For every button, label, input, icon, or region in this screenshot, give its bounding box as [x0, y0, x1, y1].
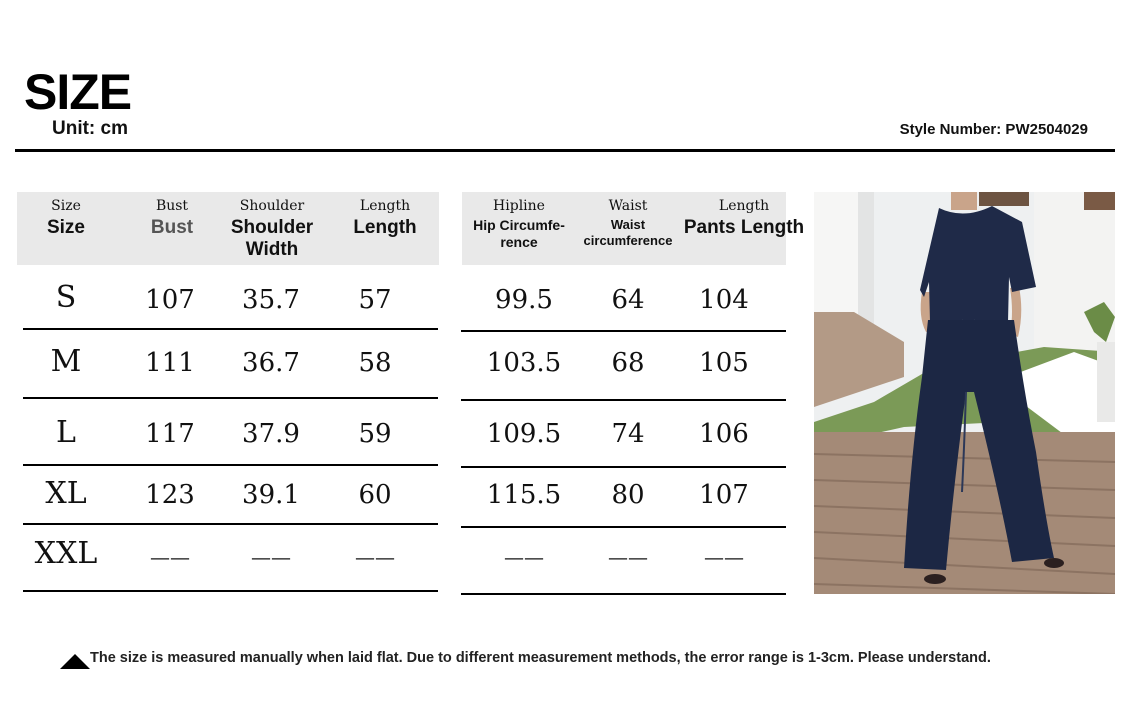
row-divider [461, 330, 786, 332]
header-size-top: Size [51, 198, 81, 214]
row-divider [23, 328, 438, 330]
header-shoulder [220, 197, 324, 261]
cell-size: XXL [34, 536, 98, 571]
cell-hipline: —— [504, 545, 544, 569]
row-divider [461, 526, 786, 528]
cell-hipline: 103.5 [486, 348, 562, 378]
cell-length: 58 [358, 348, 392, 378]
cell-shoulder: 35.7 [242, 285, 300, 315]
header-size [36, 197, 96, 239]
header-hipline-top: Hipline [493, 198, 545, 214]
cell-pants-length: 106 [699, 419, 749, 449]
cell-pants-length: 105 [699, 348, 749, 378]
cell-bust: 107 [145, 285, 195, 315]
measurement-note: The size is measured manually when laid flat. Due to different measurement methods, the error range is 1-3cm. Please understand. [90, 650, 991, 666]
header-length-top: Length [359, 198, 411, 214]
header-bust [140, 197, 204, 239]
cell-hipline: 115.5 [486, 480, 562, 510]
cell-length: —— [355, 545, 395, 569]
cell-hipline: 109.5 [486, 419, 562, 449]
cell-size: S [55, 280, 77, 315]
header-pants-length-top: Length [718, 198, 770, 214]
row-divider [461, 399, 786, 401]
unit-label: Unit: cm [52, 118, 128, 139]
page-title: SIZE [24, 64, 132, 120]
header-pants-length-bottom: Pants Length [683, 217, 805, 238]
row-divider [23, 590, 438, 592]
cell-waist: 64 [611, 285, 645, 315]
cell-shoulder: 36.7 [242, 348, 300, 378]
style-number: Style Number: PW2504029 [899, 121, 1088, 138]
cell-pants-length: 104 [699, 285, 749, 315]
warning-triangle-icon [60, 654, 90, 669]
cell-length: 59 [358, 419, 392, 449]
row-divider [23, 397, 438, 399]
cell-shoulder: 39.1 [242, 480, 300, 510]
header-bust-bottom: Bust [150, 217, 194, 238]
header-hipline-bottom: Hip Circumfe- rence [473, 217, 565, 250]
header-waist-top: Waist [608, 198, 648, 214]
header-length [345, 197, 425, 239]
cell-hipline: 99.5 [495, 285, 553, 315]
header-waist-bottom: Waist circumference [583, 217, 673, 248]
cell-pants-length: —— [704, 545, 744, 569]
cell-pants-length: 107 [699, 480, 749, 510]
header-shoulder-bottom: Shoulder Width [230, 217, 314, 260]
header-pants-length [682, 197, 806, 239]
row-divider [461, 466, 786, 468]
cell-size: L [56, 415, 76, 450]
cell-shoulder: 37.9 [242, 419, 300, 449]
cell-bust: —— [150, 545, 190, 569]
cell-length: 60 [358, 480, 392, 510]
header-shoulder-top: Shoulder [239, 198, 305, 214]
row-divider [461, 593, 786, 595]
header-waist [578, 197, 678, 249]
cell-bust: 123 [145, 480, 195, 510]
cell-length: 57 [358, 285, 392, 315]
product-photo [814, 192, 1115, 594]
row-divider [23, 523, 438, 525]
cell-waist: —— [608, 545, 648, 569]
cell-size: M [50, 344, 82, 379]
header-hipline [462, 197, 576, 251]
cell-bust: 117 [145, 419, 195, 449]
cell-waist: 80 [611, 480, 645, 510]
cell-waist: 74 [611, 419, 645, 449]
title-divider [15, 149, 1115, 152]
cell-waist: 68 [611, 348, 645, 378]
header-length-bottom: Length [353, 217, 417, 238]
cell-size: XL [45, 476, 87, 511]
row-divider [23, 464, 438, 466]
cell-bust: 111 [145, 348, 195, 378]
header-bust-top: Bust [155, 198, 189, 214]
header-size-bottom: Size [46, 217, 86, 238]
cell-shoulder: —— [251, 545, 291, 569]
